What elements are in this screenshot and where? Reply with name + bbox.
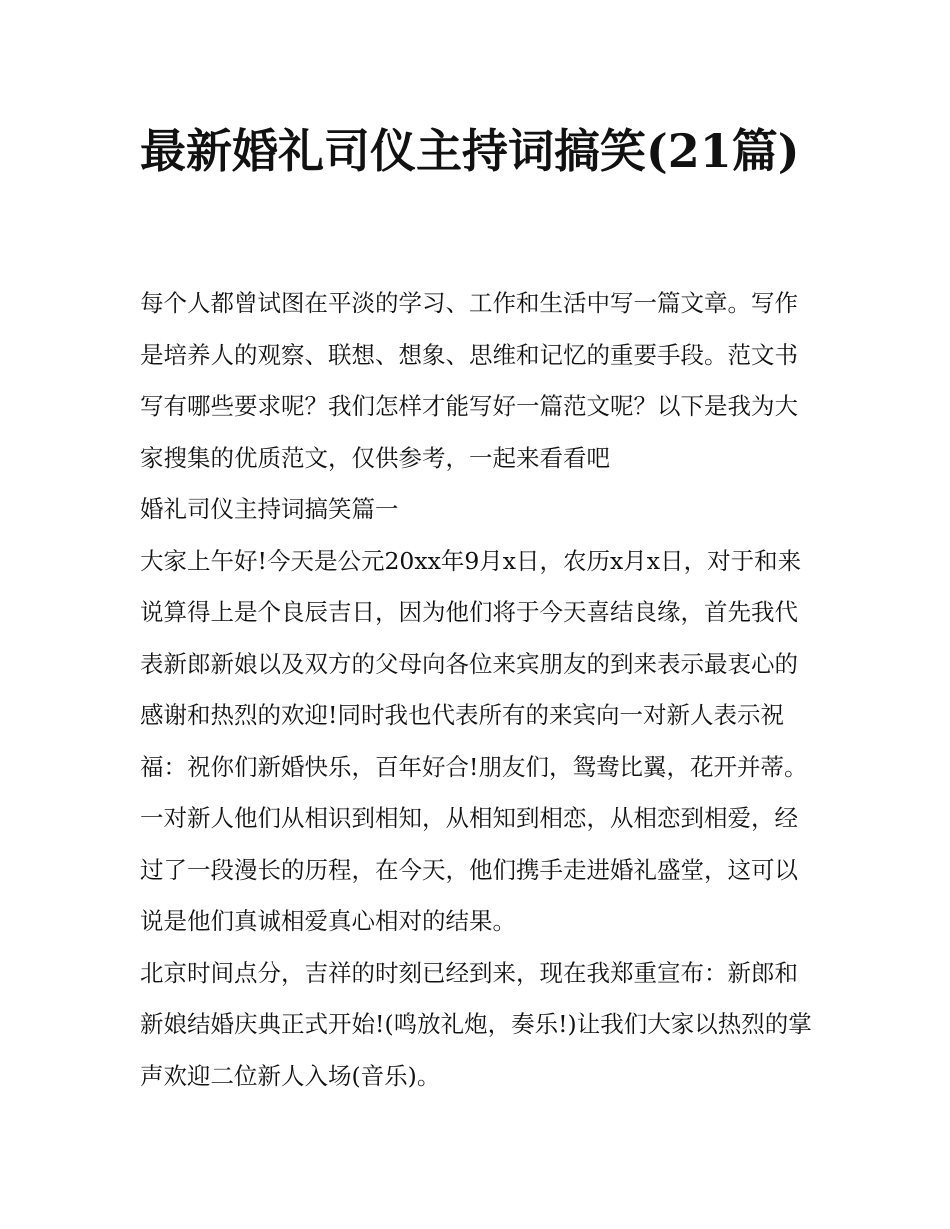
document-title: 最新婚礼司仪主持词搞笑(21篇) bbox=[140, 124, 800, 178]
body-paragraph: 大家上午好!今天是公元20xx年9月x日，农历x月x日，对于和来说算得上是个良辰吉日，因为他们将于今天喜结良缘，首先我代表新郎新娘以及双方的父母向各位来宾朋友的到来表示最衷心的感谢和热烈的欢迎!同时我也代表所有的来宾向一对新人表示祝福：祝你们新婚快乐，百年好合!朋友们，鸳鸯比翼，花开并蒂。一对新人他们从相识到相知，从相知到相恋，从相恋到相爱，经过了一段漫长的历程，在今天，他们携手走进婚礼盛堂，这可以说是他们真诚相爱真心相对的结果。 bbox=[140, 546, 808, 935]
document-body bbox=[140, 278, 812, 1102]
body-paragraph: 北京时间点分，吉祥的时刻已经到来，现在我郑重宣布：新郎和新娘结婚庆典正式开始!(鸣放礼炮，奏乐!)让我们大家以热烈的掌声欢迎二位新人入场(音乐)。 bbox=[140, 958, 812, 1090]
section-heading: 婚礼司仪主持词搞笑篇一 bbox=[140, 495, 399, 523]
intro-paragraph: 每个人都曾试图在平淡的学习、工作和生活中写一篇文章。写作是培养人的观察、联想、想象、思维和记忆的重要手段。范文书写有哪些要求呢？我们怎样才能写好一篇范文呢？以下是我为大家搜集的优质范文，仅供参考，一起来看看吧 bbox=[140, 289, 798, 472]
